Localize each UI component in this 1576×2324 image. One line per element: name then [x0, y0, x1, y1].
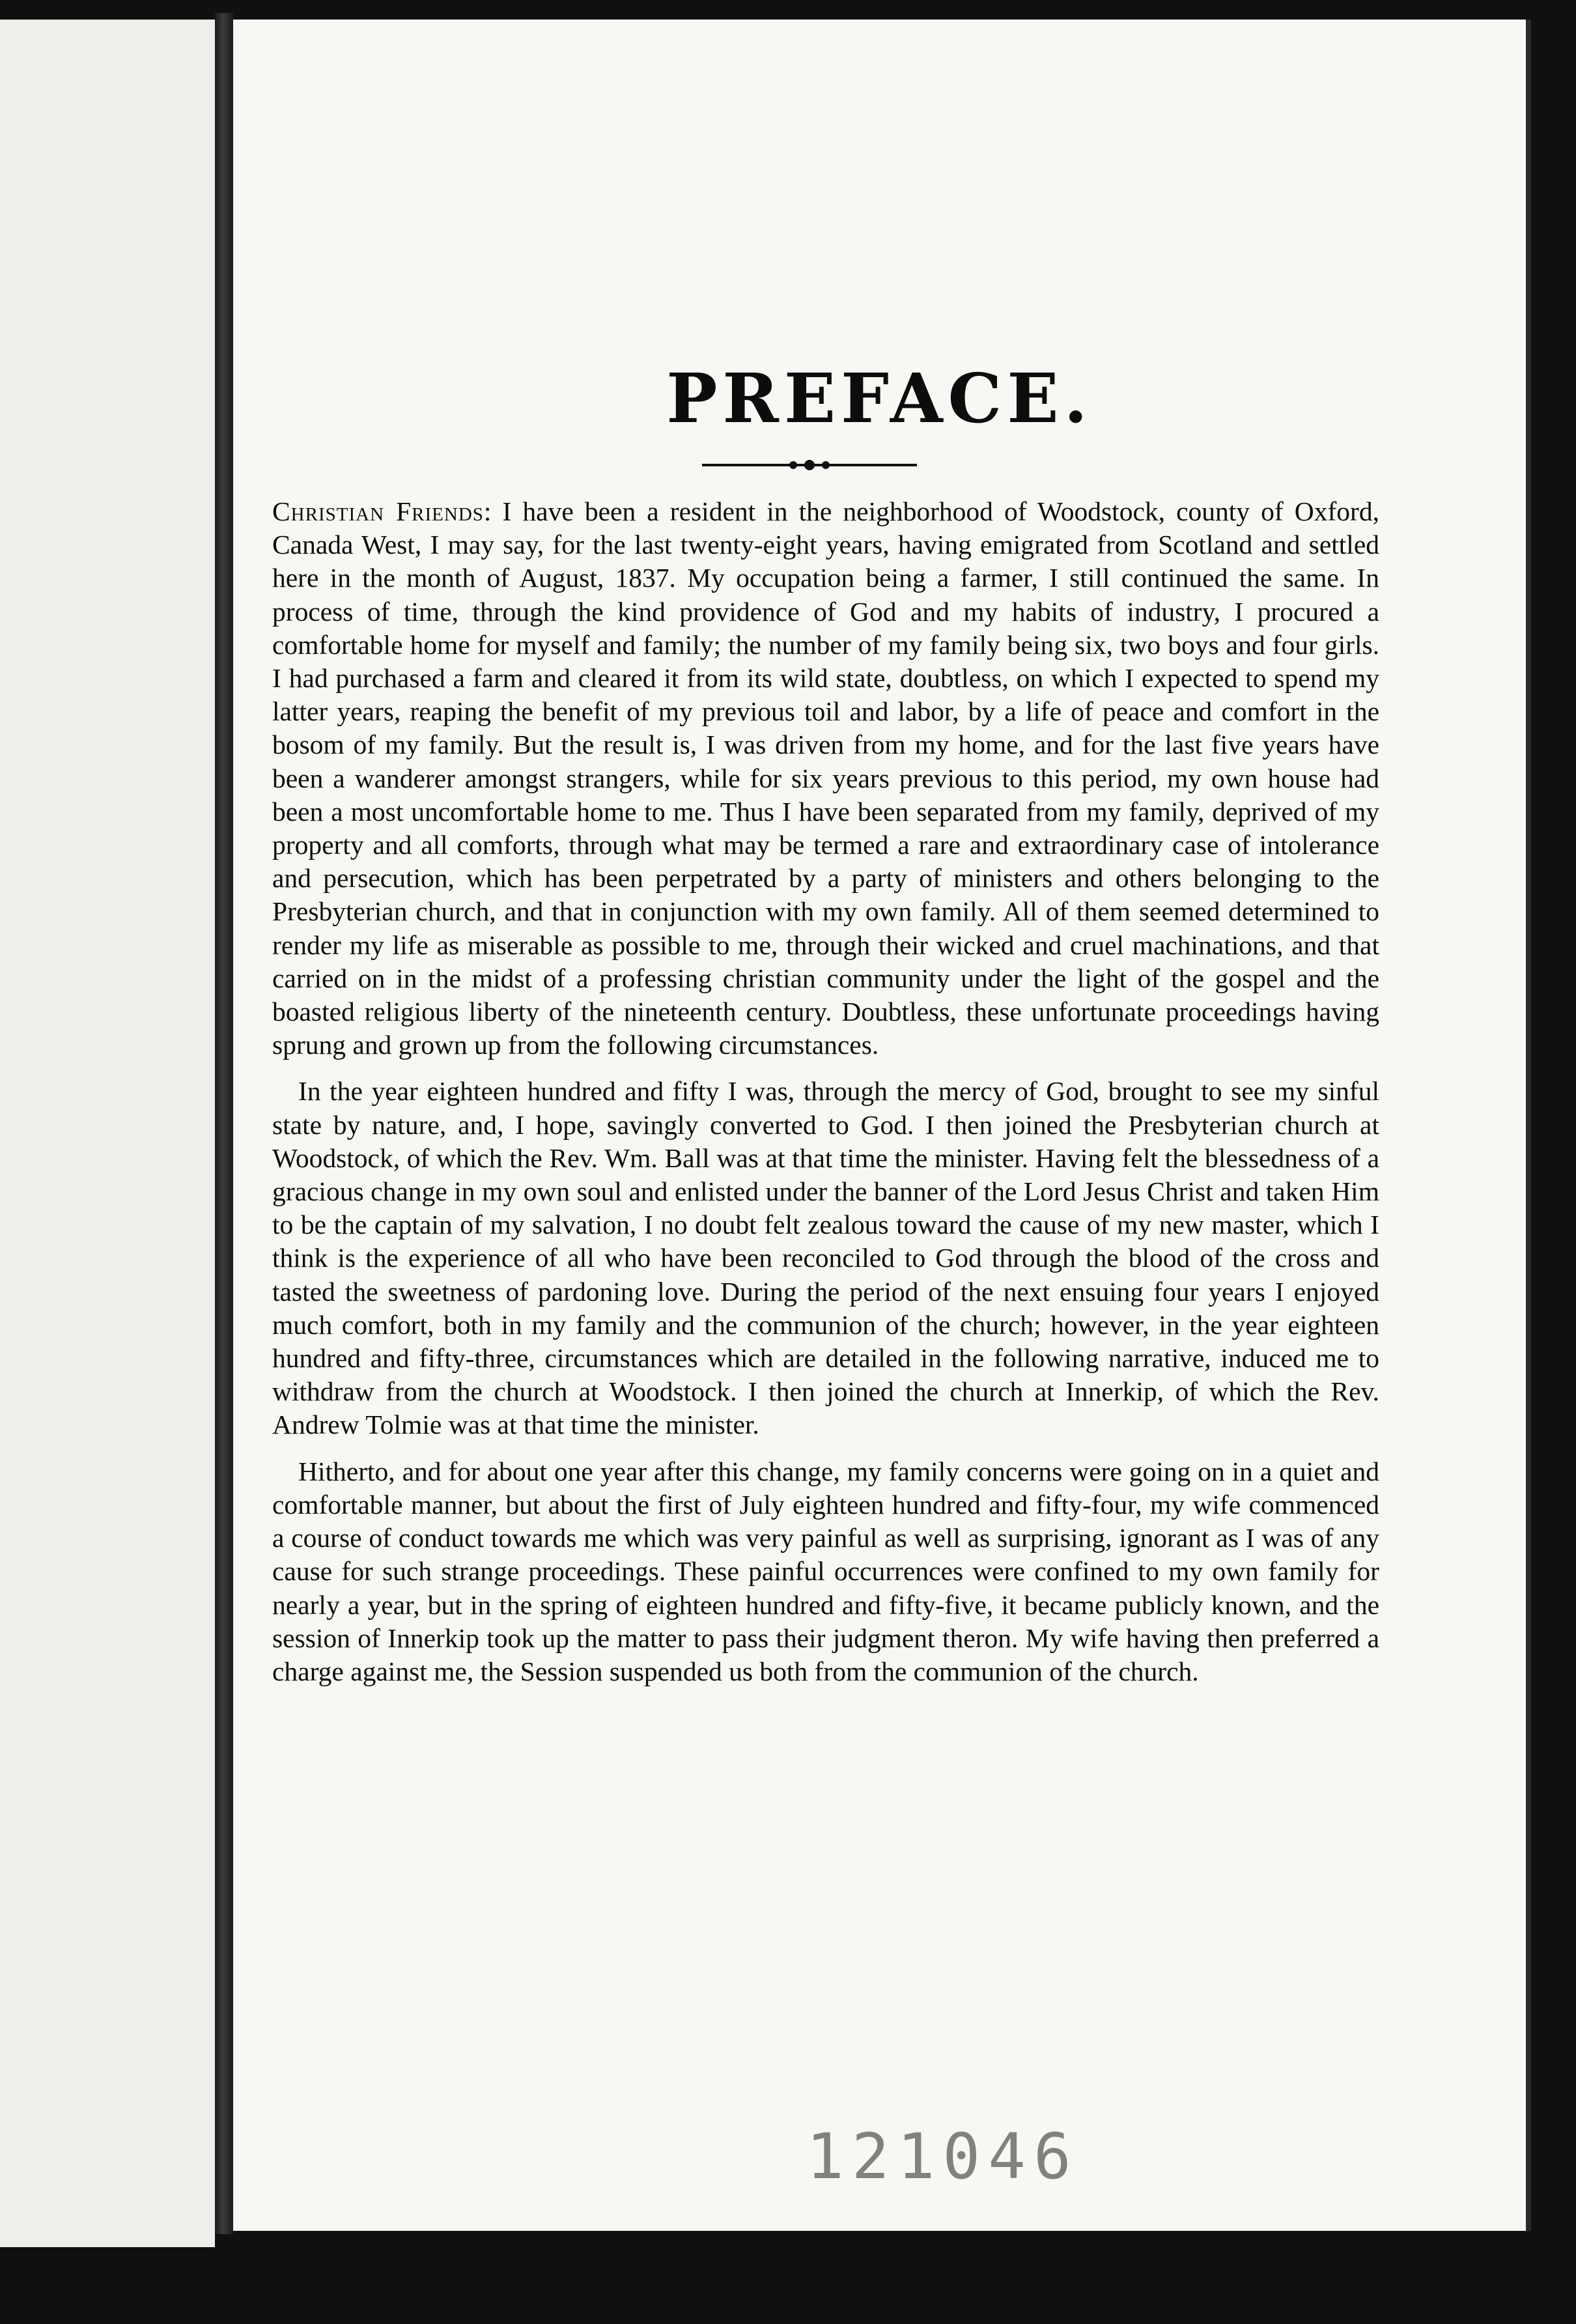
title-ornament-rule	[702, 459, 917, 471]
accession-stamp: 121046	[806, 2120, 1079, 2193]
page-title: PREFACE.	[666, 358, 1093, 438]
previous-page-strip	[0, 20, 215, 2247]
paragraph-3: Hitherto, and for about one year after this change, my family concerns were going on in a quiet and comfortable manner, but about the first of July eighteen hundred and fifty-four, my wife commenced a course of conduct towards me which was very painful as well as surprising, ignorant as I was of any cause for such strange proceedings. These painful occurrences were confined to my own family for nearly a year, but in the spring of eighteen hundred and fifty-five, it became publicly known, and the session of Innerkip took up the matter to pass their judgment theron. My wife having then preferred a charge against me, the Session suspended us both from the communion of the church.	[272, 1456, 1379, 1686]
paragraph-1-text: I have been a resident in the neighborhood of Woodstock, county of Oxford, Canada West, I may say, for the last twenty-eight years, having emigrated from Scotland and settled here in the month of August, 1837. My occupation being a farmer, I still continued the same. In process of time, through the kind providence of God and my habits of industry, I procured a comfortable home for myself and family; the number of my family being six, two boys and four girls. I had purchased a farm and cleared it from its wild state, doubtless, on which I expected to spend my latter years, reaping the benefit of my previous toil and labor, by a life of peace and comfort in the bosom of my family. But the result is, I was driven from my home, and for the last five years have been a wanderer amongst strangers, while for six years previous to this period, my own house had been a most uncomfortable home to me. Thus I have been separated from my family, deprived of my property and all comforts, through what may be termed a rare and extraordinary case of intolerance and persecution, which has been perpetrated by a party of ministers and others belonging to the Presbyterian church, and that in conjunction with my own family. All of them seemed determined to render my life as miserable as possible to me, through their wicked and cruel machinations, and that carried on in the midst of a professing christian community under the light of the gospel and the boasted religious liberty of the nineteenth century. Doubtless, these unfortunate proceedings having sprung and grown up from the following circumstances.	[272, 496, 1379, 1060]
document-page	[233, 20, 1531, 2231]
paragraph-2: In the year eighteen hundred and fifty I was, through the mercy of God, brought to see my sinful state by nature, and, I hope, savingly converted to God. I then joined the Presbyterian church at Woodstock, of which the Rev. Wm. Ball was at that time the minister. Having felt the blessedness of a gracious change in my own soul and enlisted under the banner of the Lord Jesus Christ and taken Him to be the captain of my salvation, I no doubt felt zealous toward the cause of my new master, which I think is the experience of all who have been reconciled to God through the blood of the cross and tasted the sweetness of pardoning love. During the period of the next ensuing four years I enjoyed much comfort, both in my family and the communion of the church; however, in the year eighteen hundred and fifty-three, circumstances which are detailed in the following narrative, induced me to withdraw from the church at Woodstock. I then joined the church at Innerkip, of which the Rev. Andrew Tolmie was at that time the minister.	[272, 1076, 1379, 1440]
salutation: Christian Friends	[272, 496, 484, 526]
paragraph-1: Christian Friends: I have been a resident in the neighborhood of Woodstock, county of Oxford, Canada West, I may say, for the last twenty-eight years, having emigrated from Scotland and settled here in the month of August, 1837. My occupation being a farmer, I still continued the same. In process of time, through the kind providence of God and my habits of industry, I procured a comfortable home for myself and family; the number of my family being six, two boys and four girls. I had purchased a farm and cleared it from its wild state, doubtless, on which I expected to spend my latter years, reaping the benefit of my previous toil and labor, by a life of peace and comfort in the bosom of my family. But the result is, I was driven from my home, and for the last five years have been a wanderer amongst strangers, while for six years previous to this period, my own house had been a most uncomfortable home to me. Thus I have been separated from my family, deprived of my property and all comforts, through what may be termed a rare and extraordinary case of intolerance and persecution, which has been perpetrated by a party of ministers and others belonging to the Presbyterian church, and that in conjunction with my own family. All of them seemed determined to render my life as miserable as possible to me, through their wicked and cruel machinations, and that carried on in the midst of a professing christian community under the light of the gospel and the boasted religious liberty of the nineteenth century. Doubtless, these unfortunate proceedings having sprung and grown up from the following circumstances.	[272, 496, 1379, 1060]
preface-body	[272, 495, 1379, 1701]
binding-gutter	[215, 13, 233, 2234]
